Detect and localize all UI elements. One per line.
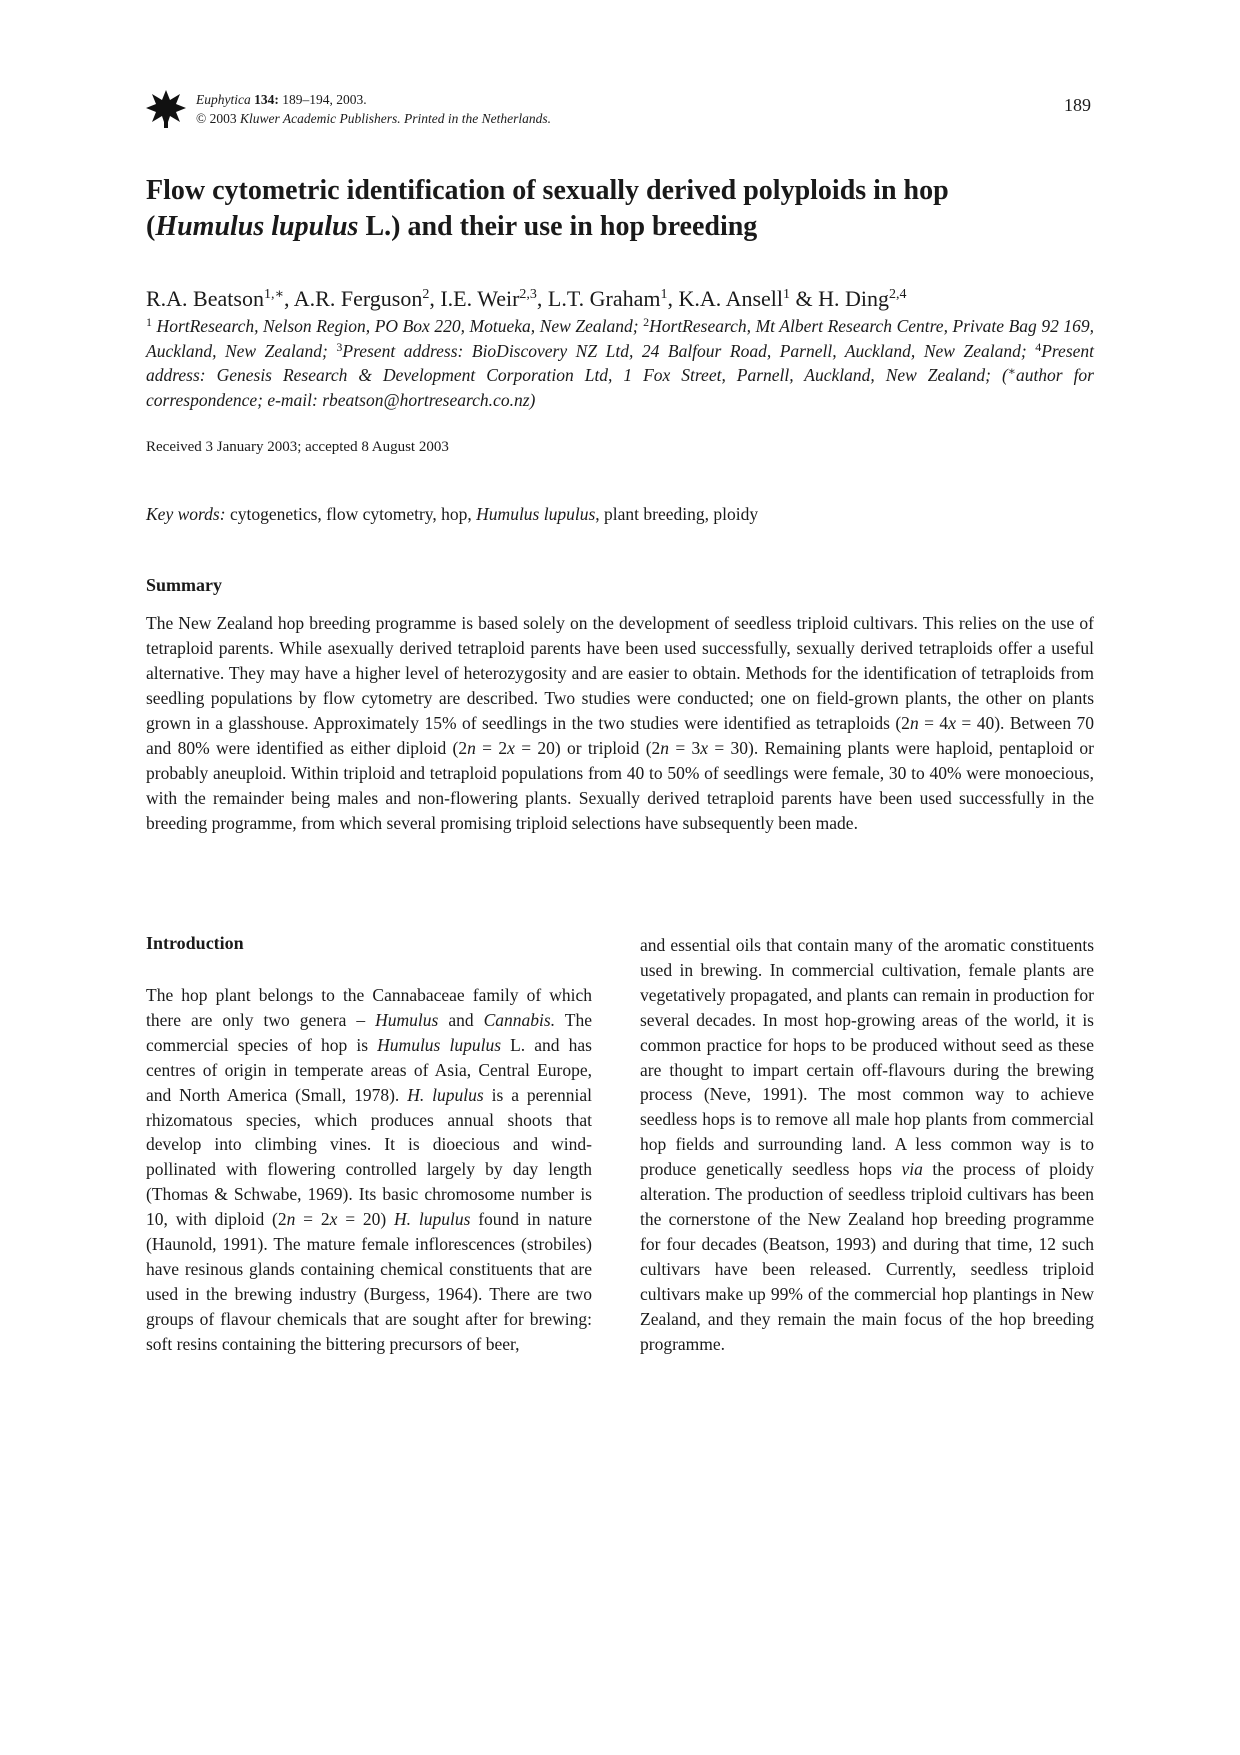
title-line-2-rest: L.) and their use in hop breeding <box>358 211 758 242</box>
author: H. Ding$^{2,4}$ <box>818 286 907 311</box>
introduction-right-column: and essential oils that contain many of the aromatic constituents used in brewing. In commercial cultivation, female plants are vegetatively propagated, and plants can remain in production for several decades. In most hop-growing areas of the world, it is common practice for hops to be produced without seed as these are thought to impart certain off-flavours during the brewing process (Neve, 1991). The most common way to achieve seedless hops is to remove all male hop plants from commercial hop fields and surrounding land. A less common way is to produce genetically seedless hops via the process of ploidy alteration. The production of seedless triploid cultivars has been the cornerstone of the New Zealand hop breeding programme for four decades (Beatson, 1993) and during that time, 12 such cultivars have been released. Currently, seedless triploid cultivars make up 99% of the commercial hop plantings in New Zealand, and they remain the main focus of the hop breeding programme. <box>640 935 1094 1354</box>
keywords: Key words: cytogenetics, flow cytometry, hop, Humulus lupulus, plant breeding, ploidy <box>146 504 759 524</box>
title-line-2-open: ( <box>146 211 156 242</box>
printed-location: Printed in the Netherlands. <box>404 111 551 126</box>
author: I.E. Weir$^{2,3}$, <box>440 286 548 311</box>
publisher-logo-icon <box>146 88 186 130</box>
journal-citation <box>196 90 551 128</box>
introduction-heading: Introduction <box>146 933 244 953</box>
journal-name: Euphytica <box>196 92 251 107</box>
title-species: Humulus lupulus <box>155 211 359 242</box>
journal-pages-year: 189–194, 2003. <box>282 92 367 107</box>
author: A.R. Ferguson$^2$, <box>293 286 441 311</box>
journal-line <box>196 90 551 109</box>
copyright-year: 2003 <box>209 111 237 126</box>
copyright-line <box>196 109 551 128</box>
copyright-symbol: © <box>196 111 207 126</box>
affiliations: $^1$ HortResearch, Nelson Region, PO Box 220, Motueka, New Zealand; $^2$HortResearch, Mt Albert Research Centre, Private Bag 92 169, Auckland, New Zealand; $^3$Present address: BioDiscovery NZ Ltd, 24 Balfour Road, Parnell, Auckland, New Zealand; $^4$Present address: Genesis Research & Development Corporation Ltd, 1 Fox Street, Parnell, Auckland, New Zealand; (∗author for correspondence; e-mail: rbeatson@hortresearch.co.nz) <box>146 315 1095 410</box>
journal-volume: 134: <box>254 92 279 107</box>
author: L.T. Graham$^1$, <box>547 286 679 311</box>
paper-title <box>146 173 1096 245</box>
summary-text: The New Zealand hop breeding programme is based solely on the development of seedless triploid cultivars. This relies on the use of tetraploid parents. While asexually derived tetraploid parents have been used successfully, sexually derived tetraploids offer a useful alternative. They may have a higher level of heterozygosity and are easier to obtain. Methods for the identification of tetraploids from seedling populations by flow cytometry are described. Two studies were conducted; one on field-grown plants, the other on plants grown in a glasshouse. Approximately 15% of seedlings in the two studies were identified as tetraploids (2n = 4x = 40). Between 70 and 80% were identified as either diploid (2n = 2x = 20) or triploid (2n = 3x = 30). Remaining plants were haploid, pentaploid or probably aneuploid. Within triploid and tetraploid populations from 40 to 50% of seedlings were female, 30 to 40% were monoecious, with the remainder being males and non-flowering plants. Sexually derived tetraploid parents have been used successfully in the breeding programme, from which several promising triploid selections have subsequently been made. <box>146 613 1094 833</box>
introduction-left-column: The hop plant belongs to the Cannabaceae family of which there are only two genera – Humulus and Cannabis. The commercial species of hop is Humulus lupulus L. and has centres of origin in temperate areas of Asia, Central Europe, and North America (Small, 1978). H. lupulus is a perennial rhizomatous species, which produces annual shoots that develop into climbing vines. It is dioecious and wind-pollinated with flowering controlled largely by day length (Thomas & Schwabe, 1969). Its basic chromosome number is 10, with diploid (2n = 2x = 20) H. lupulus found in nature (Haunold, 1991). The mature female inflorescences (strobiles) have resinous glands containing chemical constituents that are used in the brewing industry (Burgess, 1964). There are two groups of flavour chemicals that are sought after for brewing: soft resins containing the bittering precursors of beer, <box>146 985 592 1354</box>
page-number: 189 <box>1064 95 1091 115</box>
title-line-1: Flow cytometric identification of sexually derived polyploids in hop <box>146 175 949 206</box>
keywords-label: Key words: <box>146 504 226 524</box>
author: R.A. Beatson$^{1,∗}$, <box>146 286 294 311</box>
author-list <box>146 285 1096 313</box>
publisher: Kluwer Academic Publishers. <box>240 111 401 126</box>
summary-heading: Summary <box>146 575 222 595</box>
author: K.A. Ansell$^1$ & <box>678 286 819 311</box>
received-dates: Received 3 January 2003; accepted 8 August 2003 <box>146 439 449 455</box>
